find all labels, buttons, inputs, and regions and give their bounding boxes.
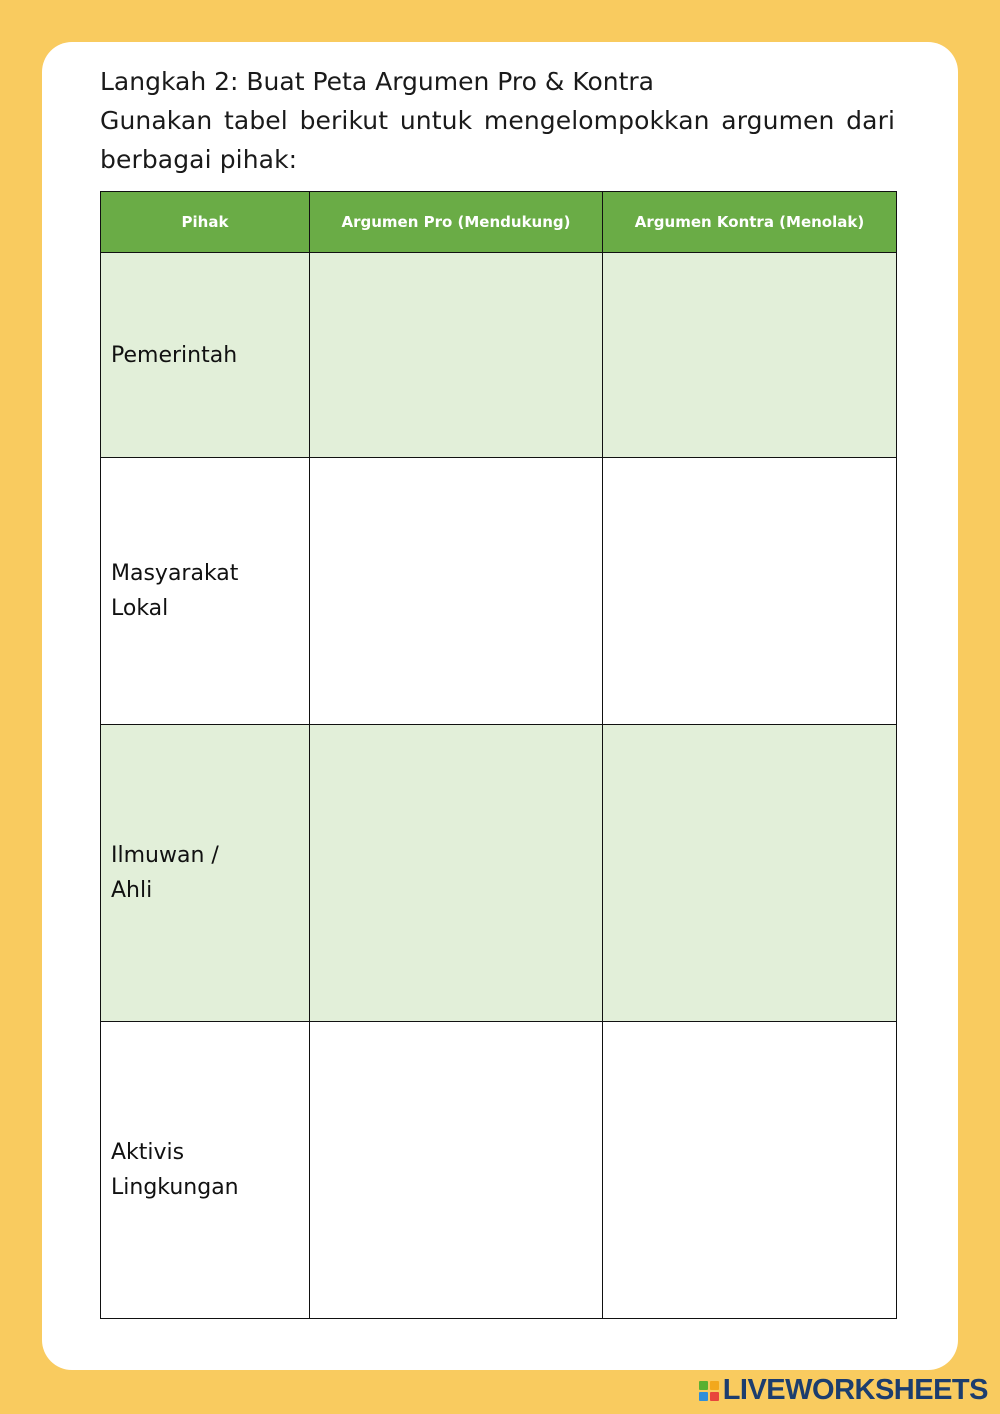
table-row (101, 1022, 897, 1319)
table-row (101, 253, 897, 458)
contra-argument-cell[interactable] (603, 1022, 897, 1319)
pro-argument-cell[interactable] (310, 458, 603, 725)
party-cell (101, 725, 310, 1022)
party-cell (101, 1022, 310, 1319)
contra-argument-cell[interactable] (603, 725, 897, 1022)
instruction-text: Gunakan tabel berikut untuk mengelompokkan argumen dari berbagai pihak: (100, 106, 895, 174)
table-row (101, 458, 897, 725)
party-cell (101, 458, 310, 725)
logo-text: LIVEWORKSHEETS (722, 1374, 988, 1406)
party-label: Pemerintah (111, 342, 238, 368)
logo-square (710, 1381, 719, 1390)
contra-argument-cell[interactable] (603, 458, 897, 725)
worksheet-heading (100, 62, 895, 179)
table-row (101, 725, 897, 1022)
step-title: Langkah 2: Buat Peta Argumen Pro & Kontra (100, 67, 655, 96)
liveworksheets-logo (699, 1374, 988, 1407)
header-pihak: Pihak (101, 192, 310, 253)
party-label: Aktivis Lingkungan (111, 1140, 239, 1200)
table-header-row (101, 192, 897, 253)
logo-square (699, 1392, 708, 1401)
logo-squares-icon (699, 1381, 719, 1401)
header-argumen-pro: Argumen Pro (Mendukung) (310, 192, 603, 253)
argument-table (100, 191, 897, 1319)
party-label: Masyarakat Lokal (111, 561, 239, 621)
pro-argument-cell[interactable] (310, 725, 603, 1022)
party-cell (101, 253, 310, 458)
pro-argument-cell[interactable] (310, 253, 603, 458)
contra-argument-cell[interactable] (603, 253, 897, 458)
logo-square (710, 1392, 719, 1401)
logo-square (699, 1381, 708, 1390)
header-argumen-kontra: Argumen Kontra (Menolak) (603, 192, 897, 253)
party-label: Ilmuwan / Ahli (111, 843, 219, 903)
pro-argument-cell[interactable] (310, 1022, 603, 1319)
